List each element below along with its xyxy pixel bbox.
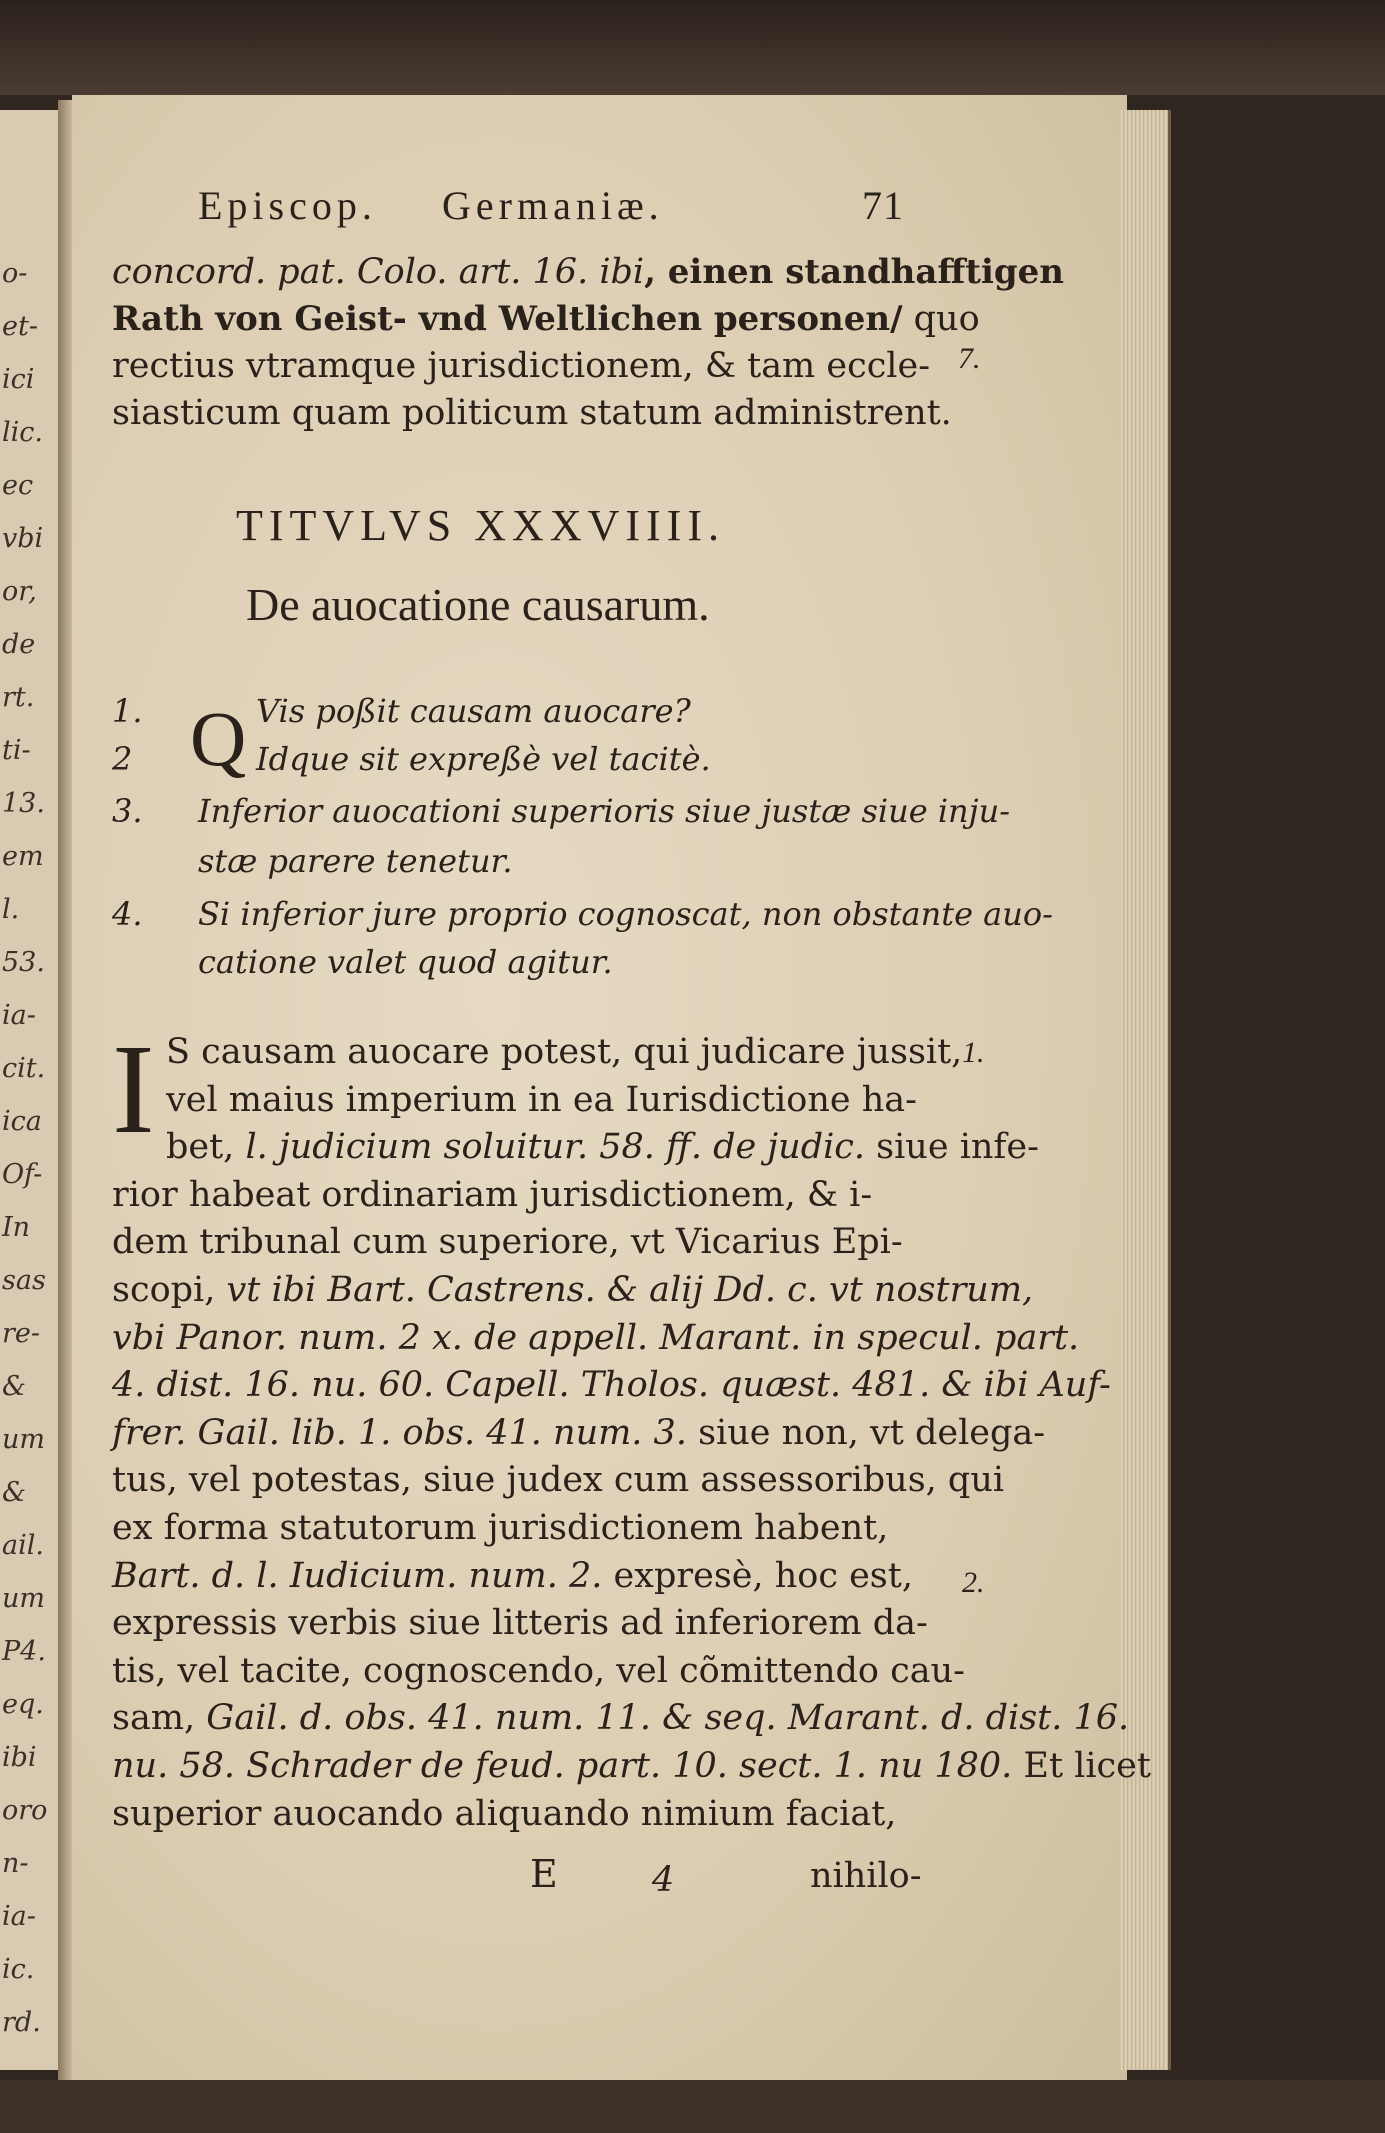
left-page-fragment: sas (2, 1265, 46, 1296)
left-page-fragment: oro (2, 1795, 48, 1826)
text-run: nu. 58. Schrader de feud. part. 10. sect. 1. nu 180. (112, 1746, 1013, 1786)
left-page-fragment: vbi (2, 523, 44, 554)
text-run: siue non, vt delega- (686, 1412, 1046, 1453)
left-page-fragment: n- (2, 1848, 29, 1879)
left-page-fragment: et- (2, 311, 38, 342)
signature-mark: E (530, 1852, 558, 1896)
text-run: bet, (166, 1127, 246, 1168)
margin-number: 1. (962, 1036, 985, 1069)
page-number: 71 (862, 183, 904, 228)
text-run: frer. Gail. lib. 1. obs. 41. num. 3. (112, 1412, 687, 1453)
left-page-fragment: um (2, 1424, 45, 1455)
book-cover-bottom (0, 2080, 1385, 2133)
left-page-fragment: or, (2, 576, 37, 607)
text-run: quo (902, 299, 980, 339)
title-heading: TITVLVS XXXVIIII. (236, 501, 725, 550)
left-page-fragment: ec (2, 470, 34, 501)
text-run: vel maius imperium in ea Iurisdictione ha- (166, 1079, 917, 1120)
left-page-fragment: ic. (2, 1954, 35, 1985)
summary-number: 2 (112, 740, 133, 778)
text-line (112, 1222, 903, 1262)
margin-number: 2. (962, 1566, 985, 1599)
left-page-fragment: o- (2, 258, 28, 289)
summary-item: Inferior auocationi superioris siue justæ siue inju- (198, 792, 1010, 830)
text-run: dem tribunal cum superiore, vt Vicarius Epi- (112, 1222, 903, 1263)
left-page-fragment: lic. (2, 417, 43, 448)
summary-item: Idque sit expreßè vel tacitè. (256, 740, 711, 778)
left-page-fragment: ia- (2, 1901, 36, 1932)
book-cover-top (0, 0, 1385, 95)
text-run: concord. pat. Colo. art. 16. ibi (112, 252, 645, 292)
summary-item: stæ parere tenetur. (198, 842, 513, 880)
left-page-fragment: eq. (2, 1689, 44, 1720)
text-line (112, 1603, 928, 1643)
left-page-fragment: de (2, 629, 36, 660)
title-subtitle: De auocatione causarum. (246, 579, 710, 630)
text-run: scopi, (112, 1270, 227, 1310)
text-line (112, 1413, 1045, 1453)
text-line (112, 1698, 1129, 1738)
text-run: expressis verbis siue litteris ad inferiorem da- (112, 1603, 928, 1644)
text-run: l. judicium soluitur. 58. ff. de judic. (245, 1127, 866, 1168)
left-page-fragment: P4. (2, 1636, 46, 1667)
left-page-fragment: re- (2, 1318, 41, 1349)
text-line (166, 1032, 962, 1072)
text-line (112, 1508, 888, 1548)
text-line (112, 252, 1064, 292)
text-run: , einen standhafftigen (644, 252, 1065, 292)
left-page-fragment: ia- (2, 1000, 36, 1031)
left-page-edge (0, 110, 60, 2070)
summary-item: Si inferior jure proprio cognoscat, non obstante auo- (198, 895, 1053, 933)
text-run: Bart. d. l. Iudicium. num. 2. (112, 1555, 603, 1596)
left-page-fragment: rt. (2, 682, 35, 713)
left-page-fragment: & (2, 1477, 27, 1508)
text-line (112, 393, 952, 433)
text-line (112, 1318, 1079, 1358)
gutter (58, 100, 72, 2080)
left-page-fragment: ail. (2, 1530, 44, 1561)
margin-number: 7. (958, 342, 981, 375)
text-line (112, 1175, 872, 1215)
left-page-fragment: Of- (2, 1159, 43, 1190)
text-line (112, 1556, 913, 1596)
summary-item: catione valet quod agitur. (198, 943, 613, 981)
text-run: Et licet (1012, 1746, 1151, 1786)
running-head-left: Episcop. (198, 183, 377, 228)
left-page-fragment: ti- (2, 735, 31, 766)
text-line (112, 1746, 1151, 1786)
text-line (112, 346, 930, 386)
text-line (166, 1080, 917, 1120)
summary-number: 4. (112, 895, 143, 933)
text-run: Rath von Geist- vnd Weltlichen personen/ (112, 299, 903, 339)
left-page-fragment: em (2, 841, 44, 872)
summary-number: 3. (112, 792, 143, 830)
text-run: expresè, hoc est, (602, 1555, 913, 1596)
left-page-fragment: 13. (2, 788, 45, 819)
text-run: tus, vel potestas, siue judex cum assessoribus, qui (112, 1460, 1005, 1501)
summary-item: Vis poßit causam auocare? (256, 692, 691, 730)
text-run: rior habeat ordinariam jurisdictionem, & i- (112, 1174, 873, 1215)
text-run: sam, (112, 1698, 207, 1739)
left-page-fragment: 53. (2, 947, 45, 978)
text-line (112, 299, 980, 339)
body-dropcap: I (112, 1018, 155, 1160)
text-run: 4. dist. 16. nu. 60. Capell. Tholos. quæst. 481. & ibi Auf- (112, 1365, 1111, 1406)
text-line (112, 1651, 965, 1691)
text-line (112, 1794, 896, 1834)
left-page-fragment: rd. (2, 2007, 41, 2038)
text-run: siasticum quam politicum statum administrent. (112, 393, 952, 433)
signature-number: 4 (652, 1860, 675, 1900)
text-line (166, 1127, 1039, 1167)
left-page-fragment: In (2, 1212, 31, 1243)
left-page-fragment: ibi (2, 1742, 37, 1773)
text-run: S causam auocare potest, qui judicare jussit, (166, 1032, 963, 1072)
text-run: Gail. d. obs. 41. num. 11. & seq. Marant. d. dist. 16. (206, 1698, 1130, 1739)
left-page-fragment: cit. (2, 1053, 46, 1084)
left-page-fragment: l. (2, 894, 20, 925)
left-page-fragment: & (2, 1371, 27, 1402)
text-run: ex forma statutorum jurisdictionem habent, (112, 1508, 889, 1548)
running-head-center: Germaniæ. (442, 183, 664, 228)
text-run: vbi Panor. num. 2 x. de appell. Marant. in specul. part. (112, 1317, 1080, 1358)
summary-dropcap: Q (190, 695, 247, 782)
text-line (112, 1365, 1111, 1405)
text-run: siue infe- (865, 1127, 1039, 1168)
text-run: tis, vel tacite, cognoscendo, vel cõmittendo cau- (112, 1650, 965, 1691)
left-page-fragment: um (2, 1583, 45, 1614)
text-line (112, 1270, 1033, 1310)
text-run: vt ibi Bart. Castrens. & alij Dd. c. vt nostrum, (226, 1270, 1034, 1310)
text-line (112, 1460, 1004, 1500)
left-page-fragment: ica (2, 1106, 42, 1137)
text-run: rectius vtramque jurisdictionem, & tam eccle- (112, 346, 931, 386)
summary-number: 1. (112, 692, 143, 730)
catchword: nihilo- (810, 1856, 922, 1896)
left-page-fragment: ici (2, 364, 35, 395)
text-run: superior auocando aliquando nimium faciat, (112, 1793, 897, 1834)
